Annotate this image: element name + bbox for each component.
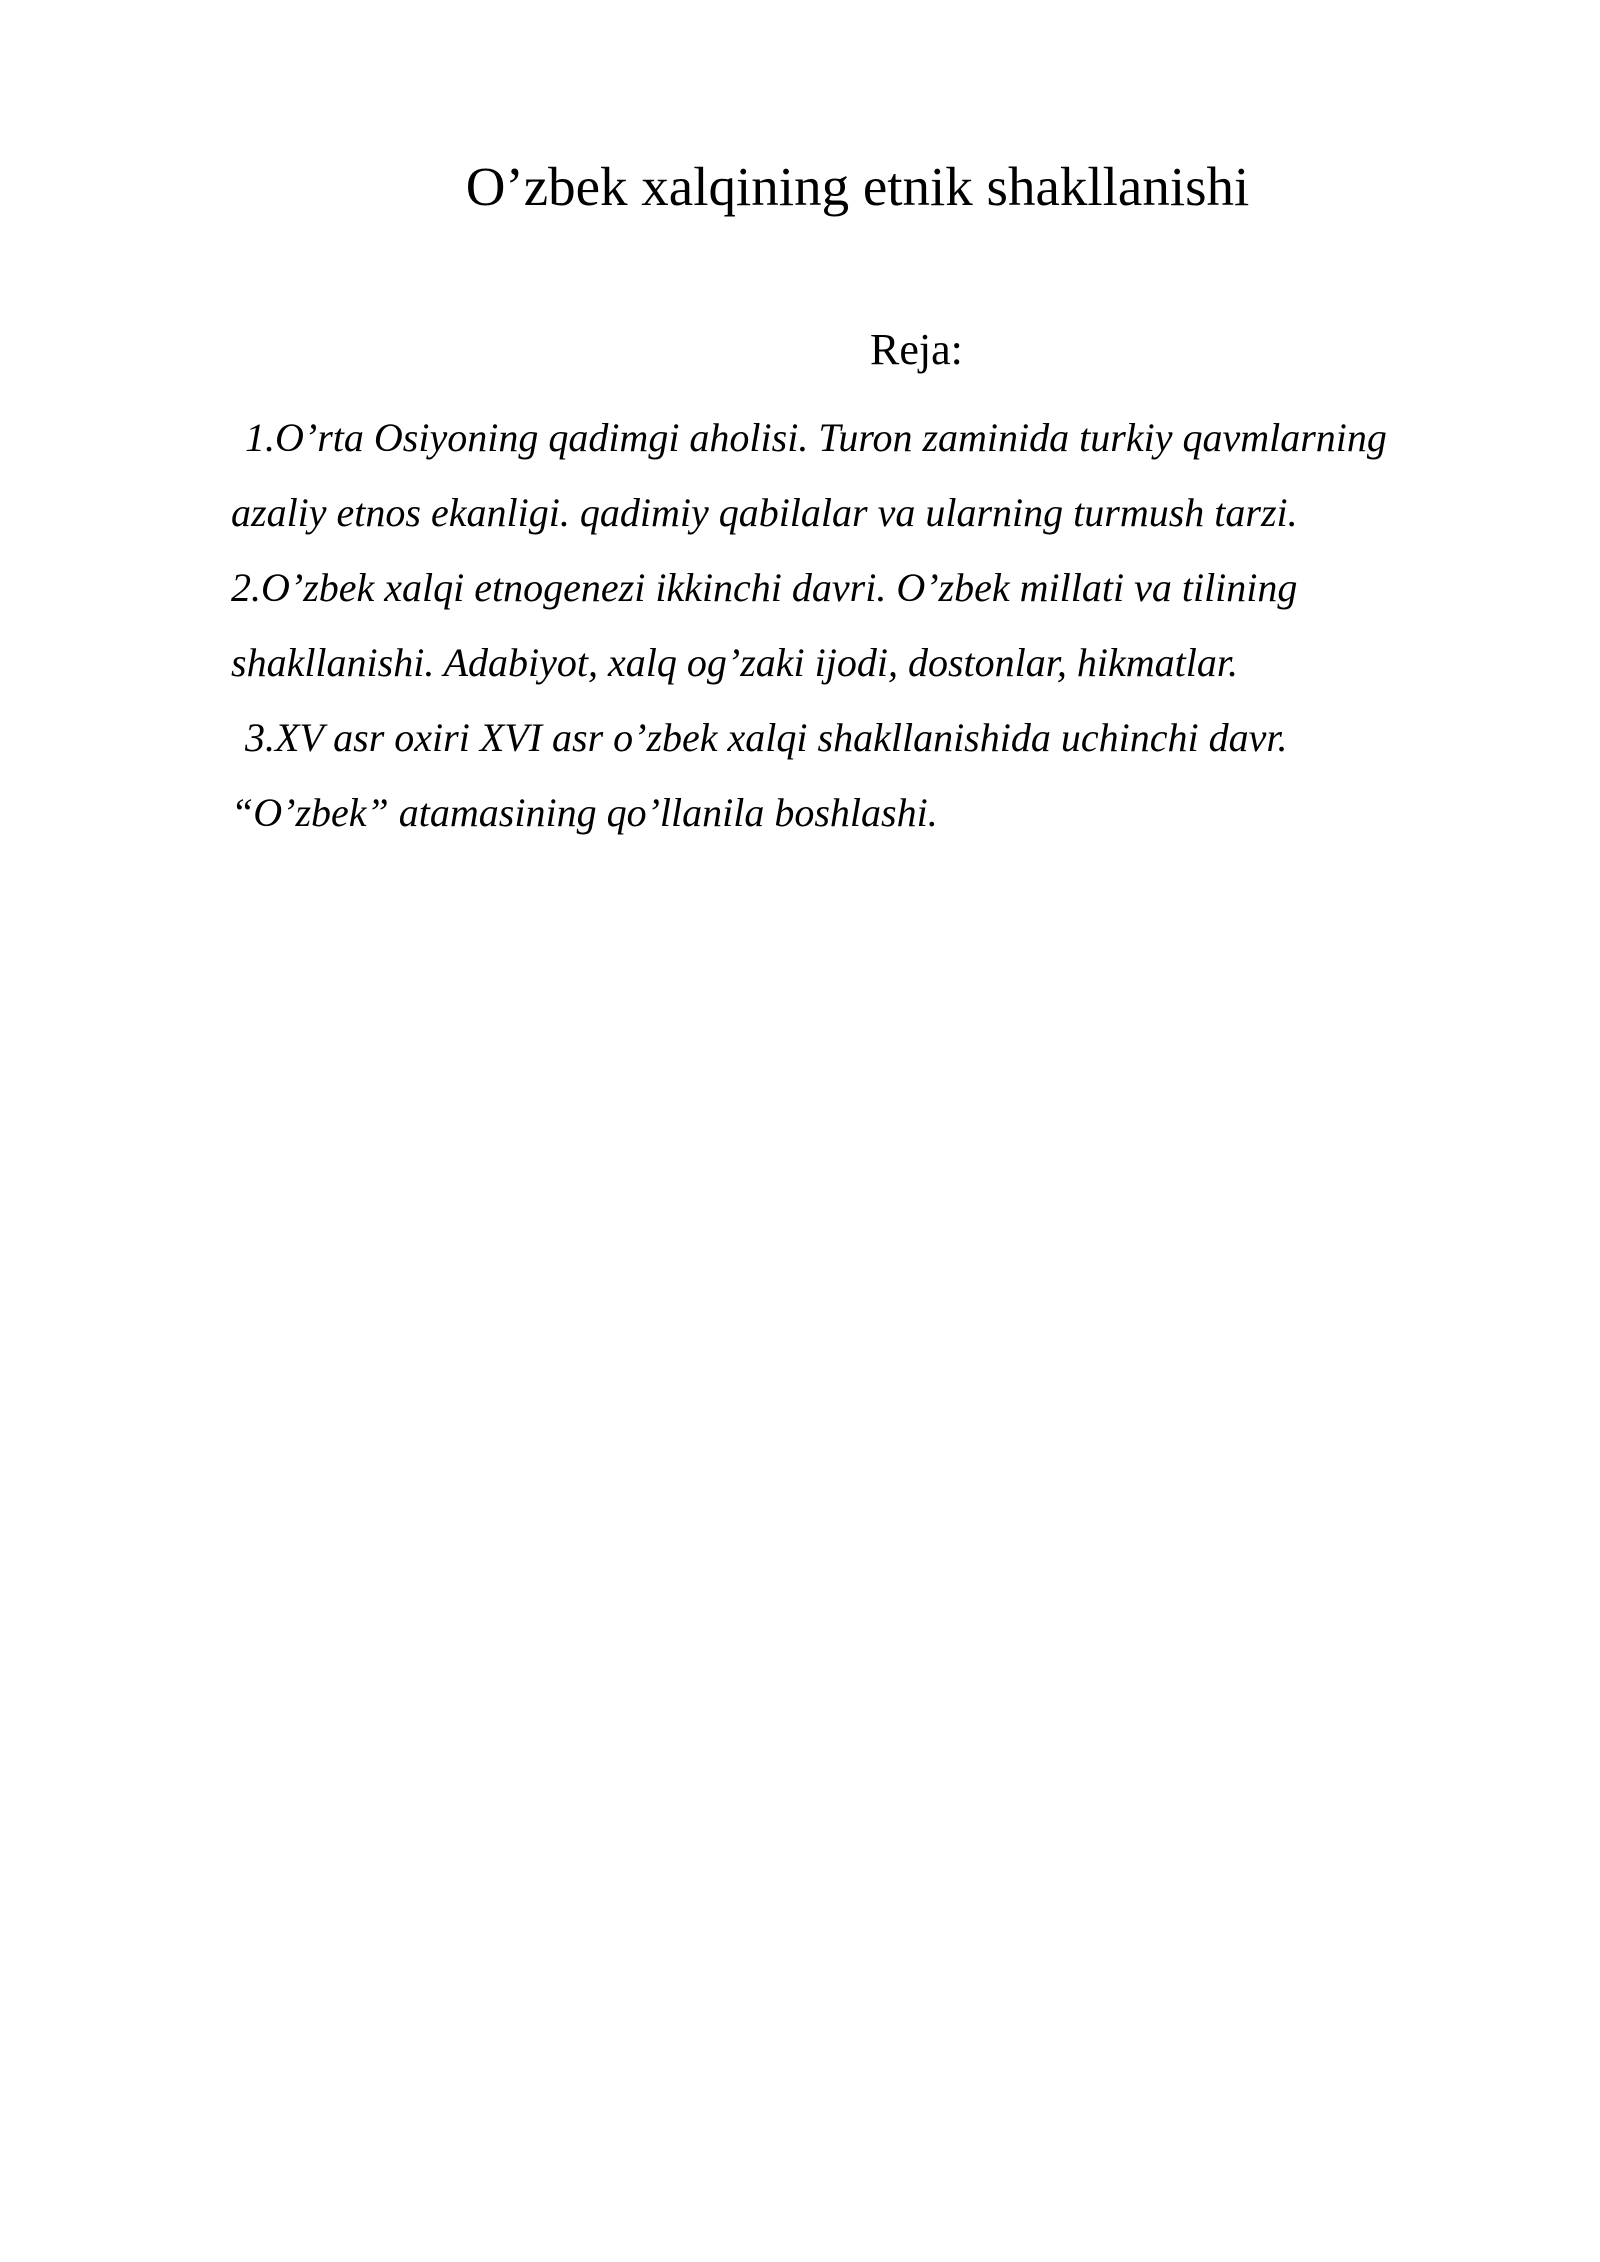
plan-line: shakllanishi. Adabiyot, xalq og’zaki ijodi, dostonlar, hikmatlar.: [231, 640, 1239, 685]
plan-list: [231, 400, 1387, 850]
document-title: O’zbek xalqining etnik shakllanishi: [465, 156, 1250, 217]
plan-line: 3.XV asr oxiri XVI asr o’zbek xalqi shakllanishida uchinchi davr.: [245, 715, 1288, 760]
plan-line: “O’zbek” atamasining qo’llanila boshlashi.: [231, 790, 938, 835]
plan-line: 1.O’rta Osiyoning qadimgi aholisi. Turon zaminida turkiy qavmlarning: [245, 415, 1387, 460]
plan-line: azaliy etnos ekanligi. qadimiy qabilalar va ularning turmush tarzi.: [231, 490, 1298, 535]
plan-line: 2.O’zbek xalqi etnogenezi ikkinchi davri. O’zbek millati va tilining: [231, 565, 1298, 610]
plan-heading: Reja:: [870, 325, 963, 374]
